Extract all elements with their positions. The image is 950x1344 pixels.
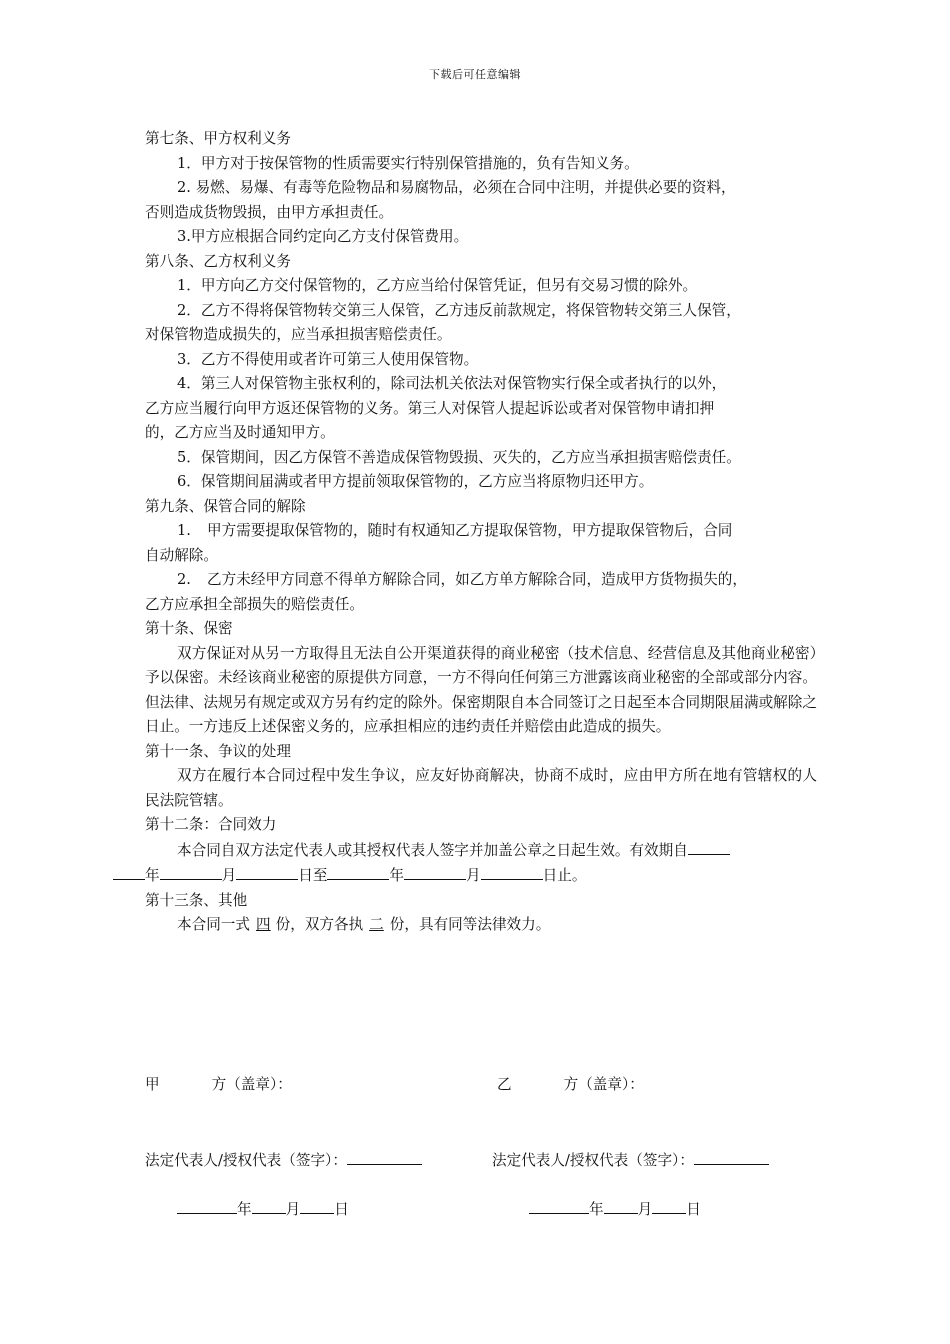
party-a-month-blank[interactable] [252,1196,286,1214]
party-a-month-label: 月 [285,1201,301,1218]
validity-end-month-label: 月 [466,867,481,884]
party-a-seal-label: 方（盖章）： [211,1076,292,1093]
party-b-year-label: 年 [589,1201,604,1218]
validity-end-day-blank[interactable] [481,863,543,880]
article-7-item-3: 3.甲方应根据合同约定向乙方支付保管费用。 [177,228,469,245]
party-a-day-blank[interactable] [300,1196,334,1214]
validity-day-to-label: 日至 [298,867,328,884]
copies-total: 四 [255,916,271,933]
party-b-month-label: 月 [637,1201,653,1218]
article-10-title: 第十条、保密 [145,620,233,637]
party-b-year-blank[interactable] [529,1196,589,1214]
party-a-signature-blank[interactable] [347,1147,422,1165]
article-8-item-4-line-2: 乙方应当履行向甲方返还保管物的义务。第三人对保管人提起诉讼或者对保管物申请扣押 [145,399,715,417]
validity-month-label: 月 [221,867,237,884]
article-7-title: 第七条、甲方权利义务 [145,130,291,147]
party-b-char: 乙 [497,1076,512,1093]
party-b-seal-label: 方（盖章）： [563,1076,644,1093]
article-9-item-1-text: 甲方需要提取保管物的，随时有权通知乙方提取保管物，甲方提取保管物后，合同 [207,522,733,539]
party-b-date-line [529,1196,701,1222]
article-9-item-2 [145,568,817,593]
article-9-item-1-number: 1. [177,522,191,539]
article-13-post: 份，具有同等法律效力。 [389,916,551,933]
validity-day-end-label: 日止。 [542,867,587,884]
party-a-char: 甲 [145,1076,160,1093]
article-11-title: 第十一条、争议的处理 [145,742,291,760]
article-7-item-2-line-1: 2. 易燃、易爆、有毒等危险物品和易腐物品，必须在合同中注明，并提供必要的资料， [177,179,736,196]
article-8-item-1: 1．甲方向乙方交付保管物的，乙方应当给付保管凭证，但另有交易习惯的除外。 [177,277,698,294]
article-9-item-2-continuation: 乙方应承担全部损失的赔偿责任。 [145,595,364,613]
article-8-item-3: 3．乙方不得使用或者许可第三人使用保管物。 [177,350,479,368]
validity-end-year-blank[interactable] [327,863,389,880]
article-7-item-1: 1．甲方对于按保管物的性质需要实行特别保管措施的，负有告知义务。 [177,154,639,172]
article-8-item-6: 6．保管期间届满或者甲方提前领取保管物的，乙方应当将原物归还甲方。 [177,473,654,490]
article-8-item-4-line-1: 4．第三人对保管物主张权利的，除司法机关依法对保管物实行保全或者执行的以外， [177,375,727,392]
article-12-text: 本合同自双方法定代表人或其授权代表人签字并加盖公章之日起生效。有效期自 [177,841,688,859]
article-9-item-2-number: 2. [177,571,191,588]
page-header-note: 下载后可任意编辑 [429,68,521,81]
validity-year-label: 年 [145,867,160,884]
article-12-title: 第十二条：合同效力 [145,816,277,833]
party-a-date-line [177,1196,349,1222]
article-8-item-5: 5．保管期间，因乙方保管不善造成保管物毁损、灭失的，乙方应当承担损害赔偿责任。 [177,448,741,466]
party-a-rep-label: 法定代表人/授权代表（签字）： [145,1152,347,1169]
contract-body [145,127,817,938]
party-a-day-label: 日 [334,1201,349,1218]
article-8-title: 第八条、乙方权利义务 [145,252,291,270]
article-13-mid: 份，双方各执 [275,916,364,933]
party-b-rep-line [492,1147,769,1173]
party-b-day-label: 日 [686,1201,701,1218]
party-a-year-blank[interactable] [177,1196,237,1214]
article-9-item-2-text: 乙方未经甲方同意不得单方解除合同，如乙方单方解除合同，造成甲方货物损失的， [207,571,747,588]
validity-start-year-blank-a[interactable] [688,838,730,855]
party-b-month-blank[interactable] [604,1196,638,1214]
party-a-rep-line [145,1147,422,1173]
party-a-year-label: 年 [237,1201,252,1218]
party-b-day-blank[interactable] [652,1196,686,1214]
validity-start-day-blank[interactable] [236,863,298,880]
article-8-item-2-line-1: 2．乙方不得将保管物转交第三人保管，乙方违反前款规定，将保管物转交第三人保管， [177,301,741,319]
article-13-title: 第十三条、其他 [145,891,248,909]
article-8-item-2-line-2: 对保管物造成损失的，应当承担损害赔偿责任。 [145,326,452,343]
article-13-body [145,913,817,938]
validity-start-month-blank[interactable] [160,863,222,880]
article-9-item-1 [145,519,817,544]
article-10-body: 双方保证对从另一方取得且无法自公开渠道获得的商业秘密（技术信息、经营信息及其他商业秘密）予以保密。未经该商业秘密的原提供方同意，一方不得向任何第三方泄露该商业秘密的全部或部分内容。但法律、法规另有规定或双方另有约定的除外。保密期限自本合同签订之日起至本合同期限届满或解除之日止。一方违反上述保密义务的，应承担相应的违约责任并赔偿由此造成的损失。 [145,644,817,735]
article-13-pre: 本合同一式 [177,916,250,933]
validity-end-month-blank[interactable] [404,863,466,880]
party-b-rep-label: 法定代表人/授权代表（签字）： [492,1152,694,1169]
article-12-body [145,838,817,889]
validity-end-year-label: 年 [389,867,405,884]
party-a-seal-line [145,1073,292,1097]
article-11-body: 双方在履行本合同过程中发生争议，应友好协商解决，协商不成时，应由甲方所在地有管辖权的人民法院管辖。 [145,767,817,809]
party-b-seal-line [497,1073,644,1097]
article-8-item-4-line-3: 的，乙方应当及时通知甲方。 [145,424,335,441]
copies-each: 二 [369,916,384,933]
article-9-title: 第九条、保管合同的解除 [145,497,306,515]
article-7-item-2-line-2: 否则造成货物毁损，由甲方承担责任。 [145,203,394,221]
validity-start-year-blank-b[interactable] [113,863,145,880]
party-b-signature-blank[interactable] [694,1147,769,1165]
article-9-item-1-continuation: 自动解除。 [145,546,218,564]
